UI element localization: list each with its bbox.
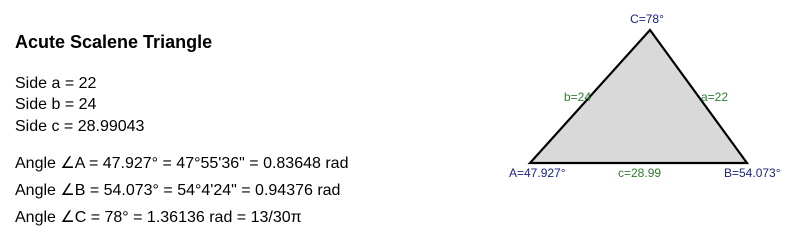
vertex-b-label: B=54.073° [724,166,781,180]
side-c-text: Side c = 28.99043 [15,118,145,135]
side-b-text: Side b = 24 [15,96,97,113]
vertex-a-label: A=47.927° [509,166,566,180]
angle-c-text: Angle ∠C = 78° = 1.36136 rad = 13/30π [15,209,302,226]
side-a-text: Side a = 22 [15,75,97,92]
triangle-figure [500,0,800,246]
triangle-title: Acute Scalene Triangle [15,32,213,52]
angle-a-text: Angle ∠A = 47.927° = 47°55'36" = 0.83648 rad [15,155,349,172]
side-a-label: a=22 [701,90,729,104]
side-b-label: b=24 [564,90,592,104]
vertex-c-label: C=78° [630,12,664,26]
side-c-label: c=28.99 [618,166,662,180]
triangle-svg [500,0,800,246]
angle-b-text: Angle ∠B = 54.073° = 54°4'24" = 0.94376 rad [15,182,341,199]
triangle-info-panel [15,0,485,246]
